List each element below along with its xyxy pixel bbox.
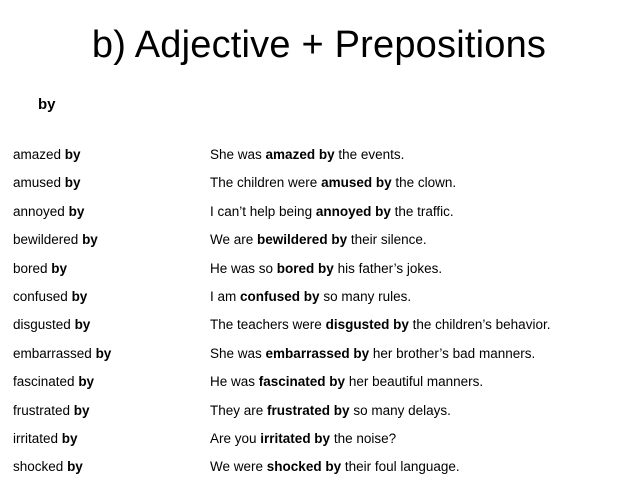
sentence-before: She was	[210, 345, 262, 361]
preposition-word: by	[51, 260, 68, 276]
adjective-cell	[13, 372, 94, 392]
sentence-after: her beautiful manners.	[348, 374, 484, 390]
example-sentence	[210, 202, 454, 222]
example-sentence	[210, 230, 427, 250]
list-item	[0, 344, 638, 372]
adjective-cell	[13, 429, 78, 449]
list-item	[0, 372, 638, 400]
sentence-after: their foul language.	[344, 459, 460, 475]
list-item	[0, 401, 638, 429]
sentence-after: their silence.	[350, 232, 427, 248]
sentence-bold: embarrassed by	[265, 345, 370, 361]
adjective-cell	[13, 145, 81, 165]
preposition-word: by	[71, 288, 88, 304]
adjective-cell	[13, 344, 111, 364]
sentence-after: the clown.	[395, 175, 457, 191]
section-label: by	[38, 96, 56, 113]
adjective-preposition-list	[0, 145, 638, 486]
sentence-before: They are	[210, 402, 264, 418]
adjective-cell	[13, 259, 67, 279]
preposition-word: by	[73, 402, 90, 418]
adjective-cell	[13, 457, 83, 477]
sentence-before: The teachers were	[210, 317, 322, 333]
adjective-word: confused	[13, 288, 68, 304]
preposition-word: by	[64, 147, 81, 162]
slide-title: b) Adjective + Prepositions	[91, 24, 547, 66]
sentence-after: so many delays.	[353, 402, 451, 418]
adjective-word: frustrated	[13, 402, 71, 418]
adjective-word: shocked	[13, 459, 64, 475]
example-sentence	[210, 429, 396, 449]
sentence-before: I can’t help being	[210, 203, 313, 219]
preposition-word: by	[95, 345, 112, 361]
sentence-before: He was so	[210, 260, 274, 276]
adjective-word: bewildered	[13, 232, 79, 248]
adjective-word: disgusted	[13, 317, 71, 333]
example-sentence	[210, 315, 550, 335]
sentence-after: so many rules.	[323, 288, 412, 304]
sentence-bold: disgusted by	[325, 317, 409, 333]
sentence-bold: irritated by	[260, 430, 331, 446]
adjective-cell	[13, 287, 87, 307]
sentence-after: the noise?	[333, 430, 397, 446]
sentence-after: the children’s behavior.	[412, 317, 551, 333]
adjective-word: annoyed	[13, 203, 65, 219]
list-item	[0, 315, 638, 343]
preposition-word: by	[64, 175, 81, 191]
sentence-before: He was	[210, 374, 256, 390]
list-item	[0, 259, 638, 287]
example-sentence	[210, 401, 451, 421]
preposition-word: by	[82, 232, 98, 248]
adjective-word: bored	[13, 260, 48, 276]
sentence-before: We are	[210, 232, 254, 248]
preposition-word: by	[67, 459, 83, 475]
adjective-cell	[13, 202, 84, 222]
adjective-word: embarrassed	[13, 345, 92, 361]
sentence-after: his father’s jokes.	[337, 260, 443, 276]
sentence-before: Are you	[210, 430, 257, 446]
sentence-bold: bored by	[276, 260, 334, 276]
list-item	[0, 429, 638, 457]
list-item	[0, 230, 638, 258]
adjective-cell	[13, 401, 90, 421]
list-item	[0, 457, 638, 485]
example-sentence	[210, 457, 460, 477]
example-sentence	[210, 287, 411, 307]
example-sentence	[210, 145, 404, 165]
sentence-after: the events.	[338, 147, 405, 162]
adjective-cell	[13, 230, 98, 250]
example-sentence	[210, 259, 442, 279]
list-item	[0, 202, 638, 230]
sentence-before: She was	[210, 147, 262, 162]
preposition-word: by	[68, 203, 85, 219]
sentence-after: the traffic.	[394, 203, 454, 219]
sentence-bold: annoyed by	[315, 203, 391, 219]
preposition-word: by	[74, 317, 91, 333]
sentence-before: The children were	[210, 175, 318, 191]
sentence-before: I am	[210, 288, 237, 304]
example-sentence	[210, 173, 456, 193]
sentence-before: We were	[210, 459, 264, 475]
list-item	[0, 173, 638, 201]
sentence-bold: bewildered by	[257, 232, 348, 248]
adjective-word: amused	[13, 175, 62, 191]
sentence-bold: amused by	[321, 175, 392, 191]
sentence-after: her brother’s bad manners.	[372, 345, 536, 361]
sentence-bold: fascinated by	[258, 374, 346, 390]
example-sentence	[210, 344, 535, 364]
adjective-word: irritated	[13, 430, 59, 446]
sentence-bold: amazed by	[265, 147, 335, 162]
preposition-word: by	[61, 430, 78, 446]
adjective-word: amazed	[13, 147, 62, 162]
example-sentence	[210, 372, 483, 392]
preposition-word: by	[78, 374, 95, 390]
adjective-cell	[13, 315, 90, 335]
list-item	[0, 145, 638, 173]
sentence-bold: frustrated by	[267, 402, 350, 418]
adjective-word: fascinated	[13, 374, 75, 390]
list-item	[0, 287, 638, 315]
sentence-bold: shocked by	[266, 459, 342, 475]
sentence-bold: confused by	[240, 288, 320, 304]
adjective-cell	[13, 173, 81, 193]
